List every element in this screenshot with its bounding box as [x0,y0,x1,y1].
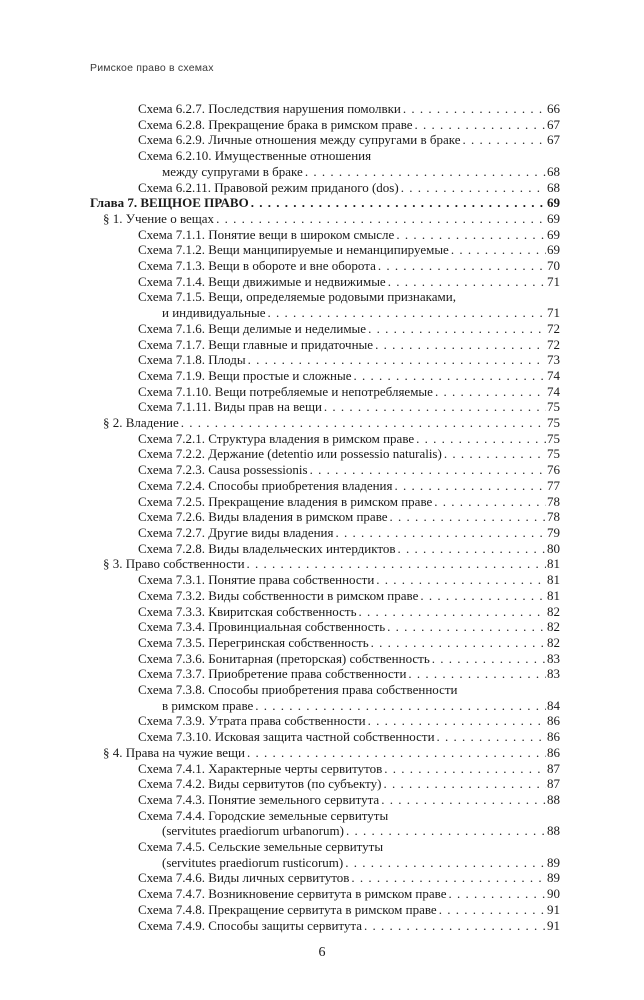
toc-entry-text: § 2. Владение [103,415,179,431]
toc-entry-page: 81 [547,587,560,603]
toc-entry-text: Схема 7.1.6. Вещи делимые и неделимые [138,320,367,336]
toc-entry-page: 87 [547,760,560,776]
toc-entry-text: Схема 7.3.1. Понятие права собственности [138,572,375,588]
toc-entry-text: Схема 7.2.7. Другие виды владения [138,524,334,540]
toc-entry-text: Схема 7.3.5. Перегринская собственность [138,634,369,650]
toc-entry [90,462,560,478]
dot-leader [383,776,546,792]
toc-entry-page: 86 [547,729,560,745]
toc-entry-text: Схема 6.2.9. Личные отношения между супругами в браке [138,132,461,148]
dot-leader [388,274,546,290]
toc-entry [90,541,560,557]
toc-entry [90,792,560,808]
toc-entry [90,180,560,196]
toc-entry-page: 86 [547,713,560,729]
dot-leader [408,666,546,682]
toc-entry-text: Глава 7. ВЕЩНОЕ ПРАВО [90,195,249,211]
toc-entry [90,839,560,855]
toc-entry-page: 78 [547,493,560,509]
toc-entry [90,761,560,777]
toc-entry-page: 84 [547,697,560,713]
toc-entry-page: 71 [547,273,560,289]
toc-entry-text: Схема 7.2.4. Способы приобретения владения [138,477,393,493]
toc-entry-text: Схема 7.2.3. Causa possessionis [138,462,308,478]
toc-entry-text: § 1. Учение о вещах [103,210,215,226]
toc-entry-text: Схема 7.3.6. Бонитарная (преторская) собственность [138,650,430,666]
dot-leader [434,494,546,510]
toc-entry-text: Схема 7.1.11. Виды прав на вещи [138,399,322,415]
dot-leader [310,462,546,478]
dot-leader [384,761,546,777]
toc-entry [90,902,560,918]
toc-entry-text: Схема 7.3.4. Провинциальная собственность [138,619,386,635]
toc-entry-page: 68 [547,179,560,195]
toc-entry-page: 76 [547,462,560,478]
toc-entry-page: 82 [547,634,560,650]
toc-entry [90,745,560,761]
toc-entry [90,478,560,494]
dot-leader [351,870,546,886]
toc-entry [90,101,560,117]
toc-entry-page: 68 [547,163,560,179]
toc-entry [90,855,560,871]
toc-entry [90,870,560,886]
toc-entry-page: 77 [547,477,560,493]
toc-entry-text: Схема 7.2.1. Структура владения в римском праве [138,430,415,446]
dot-leader [381,792,546,808]
toc-entry-text: и индивидуальные [162,305,266,321]
toc-entry-page: 72 [547,336,560,352]
dot-leader [403,101,546,117]
toc-entry [90,918,560,934]
toc-entry-text: § 3. Право собственности [103,556,245,572]
dot-leader [390,509,546,525]
dot-leader [432,651,546,667]
toc-entry-page: 69 [547,242,560,258]
toc-entry-page: 89 [547,854,560,870]
toc-entry-page: 73 [547,352,560,368]
toc-entry-page: 69 [547,195,560,211]
toc-entry [90,227,560,243]
toc-entry [90,698,560,714]
dot-leader [437,729,546,745]
dot-leader [248,352,546,368]
toc-entry [90,604,560,620]
toc-entry-page: 69 [547,210,560,226]
toc-entry [90,368,560,384]
dot-leader [401,180,546,196]
toc-entry-page: 82 [547,619,560,635]
dot-leader [396,227,546,243]
toc-entry-page: 69 [547,226,560,242]
toc-entry [90,132,560,148]
dot-leader [463,132,547,148]
toc-entry [90,886,560,902]
dot-leader [378,258,546,274]
toc-entry-text: Схема 7.2.8. Виды владельческих интердиктов [138,540,396,556]
toc-entry-text: Схема 6.2.11. Правовой режим приданого (dos) [138,179,399,195]
toc-entry-page: 80 [547,540,560,556]
toc-entry-text: § 4. Права на чужие вещи [103,744,245,760]
page-footer [0,943,644,961]
toc-entry-page: 75 [547,430,560,446]
toc-entry [90,666,560,682]
toc-entry-text: Схема 7.2.2. Держание (detentio или possessio naturalis) [138,446,442,462]
toc-entry-text: Схема 7.3.2. Виды собственности в римском праве [138,587,419,603]
toc-entry [90,619,560,635]
toc-entry-text: в римском праве [162,697,254,713]
dot-leader [420,588,546,604]
dot-leader [415,117,546,133]
dot-leader [324,399,546,415]
toc-entry [90,337,560,353]
toc-entry [90,509,560,525]
toc-entry-text: Схема 7.4.1. Характерные черты сервитутов [138,760,383,776]
toc-entry-text: Схема 7.4.3. Понятие земельного сервитута [138,791,380,807]
toc-entry [90,682,560,698]
toc-entry-page: 71 [547,305,560,321]
toc-entry-text: Схема 6.2.10. Имущественные отношения [138,148,372,164]
dot-leader [451,242,546,258]
toc-entry [90,211,560,227]
toc-entry-text: Схема 7.1.7. Вещи главные и придаточные [138,336,374,352]
toc-entry-page: 67 [547,116,560,132]
toc-entry-text: (servitutes praediorum rusticorum) [162,854,344,870]
toc-entry [90,258,560,274]
toc-entry [90,808,560,824]
toc-entry [90,729,560,745]
toc-entry-text: Схема 7.1.8. Плоды [138,352,246,368]
toc-entry [90,164,560,180]
dot-leader [268,305,547,321]
dot-leader [368,713,546,729]
toc-entry [90,117,560,133]
toc-entry-page: 81 [547,572,560,588]
toc-entry-text: Схема 7.2.6. Виды владения в римском праве [138,509,388,525]
dot-leader [448,886,546,902]
toc-entry-text: Схема 7.3.10. Исковая защита частной собственности [138,729,435,745]
toc-entry [90,525,560,541]
dot-leader [247,556,546,572]
toc-entry-page: 90 [547,886,560,902]
toc-entry-text: Схема 7.1.3. Вещи в обороте и вне оборота [138,258,376,274]
toc-entry-text: Схема 7.2.5. Прекращение владения в римском праве [138,493,433,509]
dot-leader [255,698,546,714]
toc-entry [90,446,560,462]
toc-entry [90,572,560,588]
toc-entry [90,195,560,211]
toc-entry-page: 88 [547,823,560,839]
toc-entry [90,494,560,510]
dot-leader [216,211,546,227]
toc-entry [90,289,560,305]
toc-entry [90,415,560,431]
toc-entry-text: между супругами в браке [162,163,303,179]
dot-leader [346,823,546,839]
toc-entry-text: Схема 7.4.7. Возникновение сервитута в римском праве [138,886,447,902]
dot-leader [371,635,546,651]
toc-entry-text: Схема 7.3.8. Способы приобретения права собственности [138,682,458,698]
toc-entry-page: 82 [547,603,560,619]
dot-leader [444,446,546,462]
toc-entry-page: 66 [547,101,560,116]
toc-entry [90,148,560,164]
toc-entry [90,713,560,729]
toc-entry [90,242,560,258]
dot-leader [416,431,546,447]
toc-entry-page: 70 [547,258,560,274]
toc-entry-text: Схема 7.4.6. Виды личных сервитутов [138,870,350,886]
toc-entry-page: 81 [547,556,560,572]
dot-leader [359,604,546,620]
toc-entry [90,305,560,321]
dot-leader [354,368,546,384]
toc-entry-text: Схема 6.2.7. Последствия нарушения помолвки [138,101,401,116]
dot-leader [395,478,547,494]
running-header: Римское право в схемах [90,62,214,74]
toc-entry-page: 75 [547,399,560,415]
dot-leader [387,619,546,635]
toc-entry [90,321,560,337]
toc-entry-text: Схема 7.4.4. Городские земельные сервитуты [138,807,389,823]
toc-entry [90,556,560,572]
toc-entry-page: 74 [547,383,560,399]
dot-leader [439,902,546,918]
toc-entry-page: 83 [547,666,560,682]
toc-entry-text: Схема 7.1.2. Вещи манципируемые и неманципируемые [138,242,449,258]
dot-leader [181,415,546,431]
toc-entry-text: Схема 7.1.1. Понятие вещи в широком смысле [138,226,395,242]
toc-entry-text: Схема 7.1.5. Вещи, определяемые родовыми признаками, [138,289,456,305]
toc-entry-text: Схема 7.1.10. Вещи потребляемые и непотребляемые [138,383,433,399]
toc-entry [90,384,560,400]
page-number: 6 [318,945,326,960]
toc-entry-page: 74 [547,367,560,383]
dot-leader [368,321,546,337]
toc-entry [90,399,560,415]
dot-leader [376,572,546,588]
toc-entry-page: 75 [547,415,560,431]
dot-leader [345,855,546,871]
toc-entry [90,776,560,792]
toc-entry-text: Схема 7.1.9. Вещи простые и сложные [138,367,352,383]
toc-entry-page: 88 [547,791,560,807]
toc-entry-text: (servitutes praediorum urbanorum) [162,823,344,839]
toc-entry-page: 79 [547,524,560,540]
dot-leader [251,195,546,211]
toc-entry [90,635,560,651]
toc-entry-text: Схема 7.4.9. Способы защиты сервитута [138,917,363,933]
dot-leader [398,541,546,557]
toc-entry-page: 67 [547,132,560,148]
toc-entry-page: 83 [547,650,560,666]
toc-entry-text: Схема 6.2.8. Прекращение брака в римском праве [138,116,413,132]
table-of-contents [90,101,560,933]
toc-entry [90,431,560,447]
dot-leader [305,164,546,180]
toc-entry-text: Схема 7.3.9. Утрата права собственности [138,713,366,729]
toc-entry [90,651,560,667]
toc-entry-page: 91 [547,901,560,917]
toc-entry-text: Схема 7.1.4. Вещи движимые и недвижимые [138,273,386,289]
dot-leader [375,337,546,353]
toc-entry-page: 87 [547,776,560,792]
toc-entry-page: 75 [547,446,560,462]
toc-entry [90,588,560,604]
toc-entry-page: 91 [547,917,560,933]
toc-entry-page: 72 [547,320,560,336]
toc-entry-page: 78 [547,509,560,525]
dot-leader [247,745,546,761]
dot-leader [435,384,546,400]
toc-entry [90,823,560,839]
toc-entry-text: Схема 7.4.8. Прекращение сервитута в римском праве [138,901,437,917]
toc-entry-text: Схема 7.4.2. Виды сервитутов (по субъекту) [138,776,382,792]
toc-entry-page: 86 [547,744,560,760]
toc-entry [90,352,560,368]
dot-leader [364,918,546,934]
toc-entry-text: Схема 7.3.7. Приобретение права собственности [138,666,407,682]
toc-entry-text: Схема 7.3.3. Квиритская собственность [138,603,357,619]
toc-entry-text: Схема 7.4.5. Сельские земельные сервитуты [138,839,384,855]
toc-entry [90,274,560,290]
toc-entry-page: 89 [547,870,560,886]
dot-leader [335,525,546,541]
